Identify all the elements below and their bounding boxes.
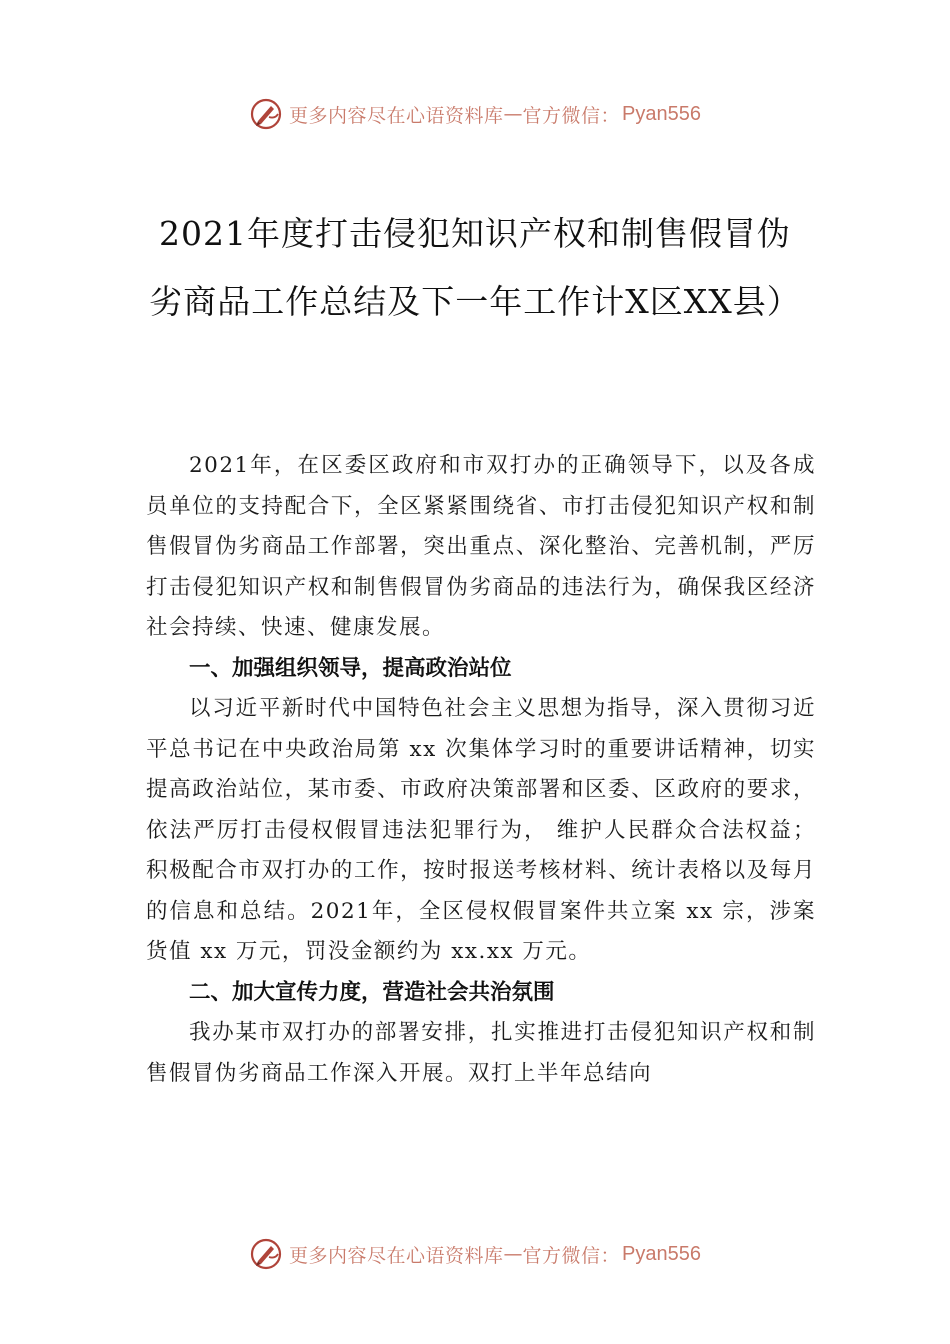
footer-watermark (0, 1232, 950, 1276)
watermark-handle: Pyan556 (622, 1242, 701, 1265)
header-watermark (0, 92, 950, 136)
section-heading: 一、加强组织领导，提高政治站位 (189, 655, 512, 681)
watermark-separator: — (503, 103, 523, 125)
pen-seal-icon (249, 1237, 283, 1271)
section-paragraph: 我办某市双打办的部署安排，扎实推进打击侵犯知识产权和制售假冒伪劣商品工作深入开展。双打上半年总结向 (146, 1020, 816, 1086)
intro-paragraph: 2021年，在区委区政府和市双打办的正确领导下，以及各成员单位的支持配合下，全区紧紧围绕省、市打击侵犯知识产权和制售假冒伪劣商品工作部署，突出重点、深化整治、完善机制，严厉打击侵犯知识产权和制售假冒伪劣商品的违法行为，确保我区经济社会持续、快速、健康发展。 (146, 453, 816, 640)
watermark-label: 官方微信： (522, 104, 621, 127)
section-heading: 二、加大宣传力度，营造社会共治氛围 (189, 979, 555, 1005)
section-paragraph: 以习近平新时代中国特色社会主义思想为指导，深入贯彻习近平总书记在中央政治局第 xx 次集体学习时的重要讲话精神，切实提高政治站位，某市委、市政府决策部署和区委、区政府的要求，依法严厉打击侵权假冒违法犯罪行为， 维护人民群众合法权益；积极配合市双打办的工作，按时报送考核材料、统计表格以及每月的信息和总结。2021年，全区侵权假冒案件共立案 xx 宗，涉案货值 xx 万元，罚没金额约为 xx.xx 万元。 (146, 696, 816, 964)
pen-seal-icon (249, 97, 283, 131)
watermark-text: 更多内容尽在心语资料库 (289, 1244, 504, 1267)
document-body (146, 446, 816, 1094)
document-title: 2021年度打击侵犯知识产权和制售假冒伪劣商品工作总结及下一年工作计X区XX县） (149, 214, 801, 321)
watermark-separator: — (503, 1243, 523, 1265)
watermark-text: 更多内容尽在心语资料库 (289, 104, 504, 127)
watermark-label: 官方微信： (522, 1244, 621, 1267)
watermark-handle: Pyan556 (622, 102, 701, 125)
